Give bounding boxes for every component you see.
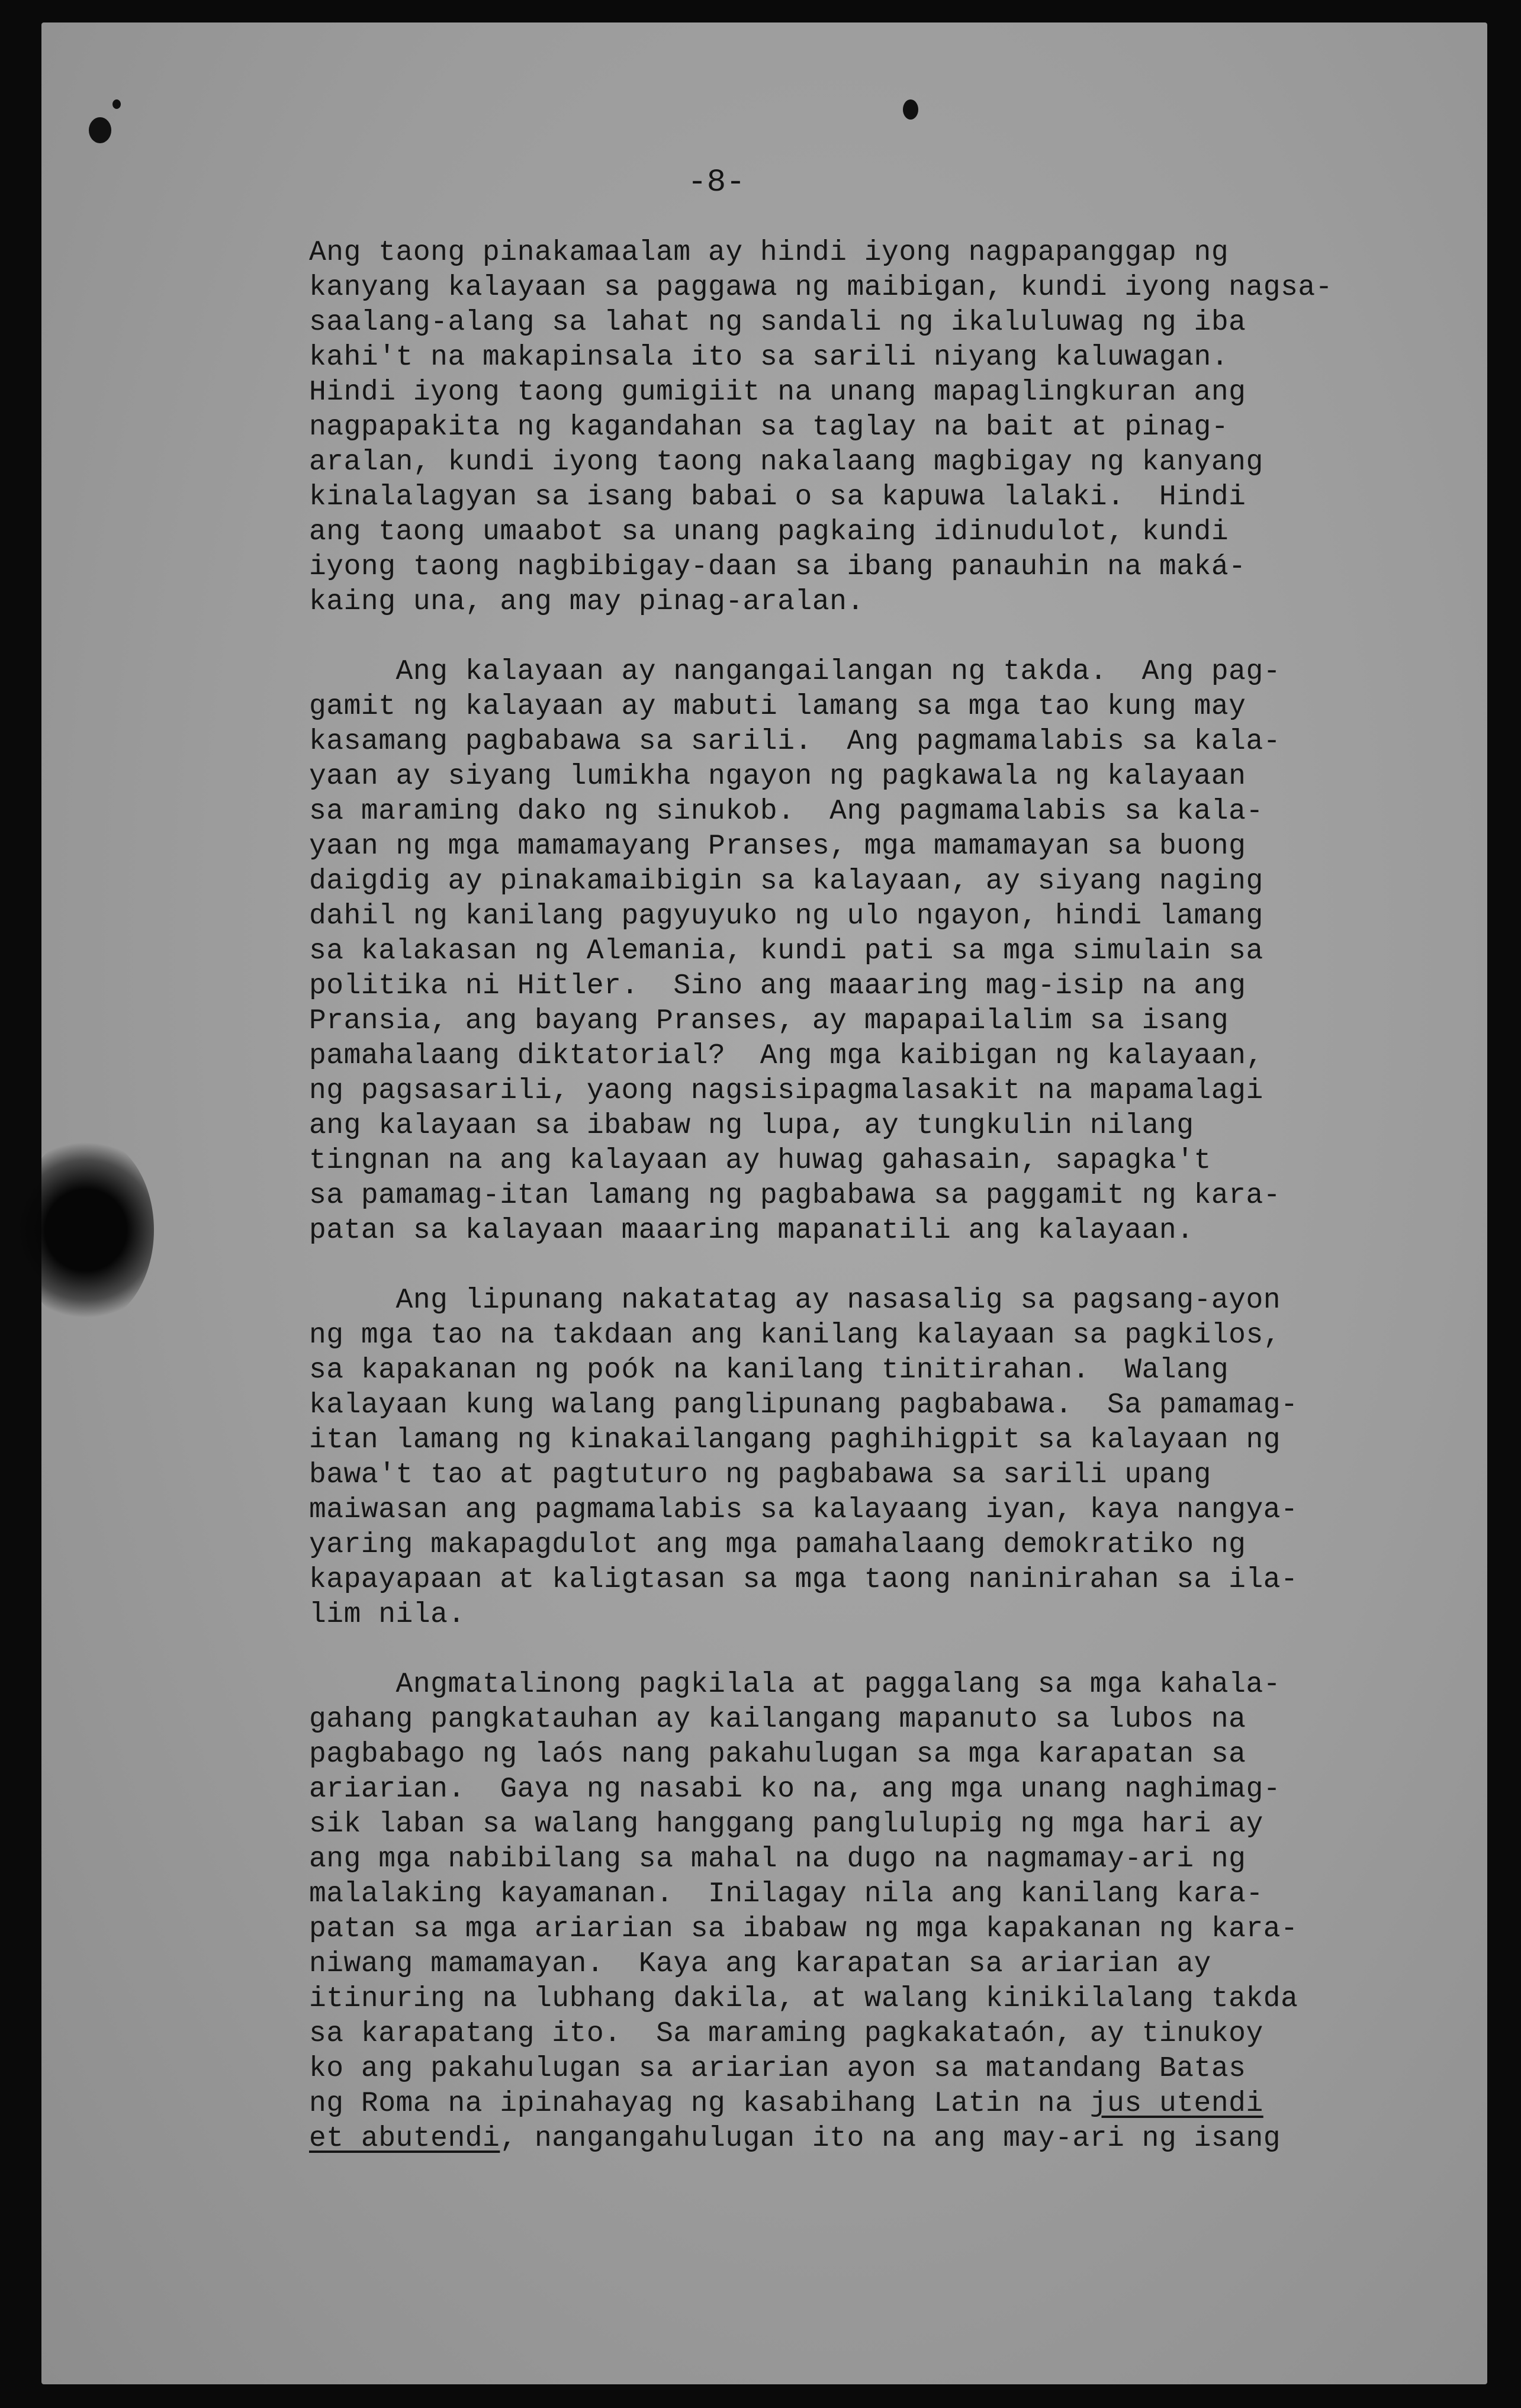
underlined-latin-phrase: jus utendi <box>1089 2088 1263 2120</box>
ink-speck <box>903 99 918 120</box>
text-line: ko ang pakahulugan sa ariarian ayon sa matandang Batas <box>309 2053 1246 2085</box>
text-line: kasamang pagbabawa sa sarili. Ang pagmamalabis sa kala- <box>309 726 1281 758</box>
text-line: kinalalagyan sa isang babai o sa kapuwa lalaki. Hindi <box>309 481 1246 513</box>
text-line: Ang lipunang nakatatag ay nasasalig sa pagsang-ayon <box>309 1285 1281 1316</box>
text-line: patan sa mga ariarian sa ibabaw ng mga kapakanan ng kara- <box>309 1913 1298 1945</box>
ink-speck <box>112 99 121 109</box>
text-line: nagpapakita ng kagandahan sa taglay na bait at pinag- <box>309 411 1229 443</box>
text-line: politika ni Hitler. Sino ang maaaring mag-isip na ang <box>309 970 1246 1002</box>
text-line <box>309 2122 1446 2156</box>
text-line: sa karapatang ito. Sa maraming pagkakataón, ay tinukoy <box>309 2018 1263 2050</box>
paragraph-3 <box>309 1283 1446 1633</box>
text-line: yaan ay siyang lumikha ngayon ng pagkawala ng kalayaan <box>309 761 1246 793</box>
text-fragment: , nangangahulugan ito na ang may-ari ng isang <box>500 2123 1281 2155</box>
text-line: gamit ng kalayaan ay mabuti lamang sa mga tao kung may <box>309 691 1246 723</box>
text-line: pamahalaang diktatorial? Ang mga kaibigan ng kalayaan, <box>309 1040 1263 1072</box>
text-line: bawa't tao at pagtuturo ng pagbabawa sa sarili upang <box>309 1459 1211 1491</box>
text-fragment: ng Roma na ipinahayag ng kasabihang Latin na <box>309 2088 1090 2120</box>
ink-stain <box>18 1135 154 1325</box>
text-line: daigdig ay pinakamaibigin sa kalayaan, ay siyang naging <box>309 865 1263 897</box>
paragraph-4 <box>309 1667 1446 2156</box>
text-line: kanyang kalayaan sa paggawa ng maibigan, kundi iyong nagsa- <box>309 272 1333 304</box>
paragraph-1 <box>309 236 1446 620</box>
text-line: sik laban sa walang hanggang panglulupig ng mga hari ay <box>309 1808 1263 1840</box>
text-line: ang kalayaan sa ibabaw ng lupa, ay tungkulin nilang <box>309 1110 1194 1142</box>
text-line: Ang taong pinakamaalam ay hindi iyong nagpapanggap ng <box>309 237 1229 269</box>
text-line: ang taong umaabot sa unang pagkaing idinudulot, kundi <box>309 516 1229 548</box>
text-line: kapayapaan at kaligtasan sa mga taong naninirahan sa ila- <box>309 1564 1298 1596</box>
text-line: itinuring na lubhang dakila, at walang kinikilalang takda <box>309 1983 1298 2015</box>
paragraph-2 <box>309 655 1446 1248</box>
text-line: ng pagsasarili, yaong nagsisipagmalasakit na mapamalagi <box>309 1075 1263 1107</box>
text-line: tingnan na ang kalayaan ay huwag gahasain, sapagka't <box>309 1145 1211 1177</box>
text-line: yaan ng mga mamamayang Pranses, mga mamamayan sa buong <box>309 830 1246 862</box>
underlined-latin-phrase: et abutendi <box>309 2123 500 2155</box>
text-line: niwang mamamayan. Kaya ang karapatan sa ariarian ay <box>309 1948 1211 1980</box>
text-line: lim nila. <box>309 1599 465 1631</box>
ink-speck <box>89 117 111 143</box>
text-line: maiwasan ang pagmamalabis sa kalayaang iyan, kaya nangya- <box>309 1494 1298 1526</box>
text-line: sa pamamag-itan lamang ng pagbabawa sa paggamit ng kara- <box>309 1180 1281 1212</box>
text-line: aralan, kundi iyong taong nakalaang magbigay ng kanyang <box>309 446 1263 478</box>
page-number: -8- <box>687 165 745 201</box>
text-line: sa kalakasan ng Alemania, kundi pati sa mga simulain sa <box>309 935 1263 967</box>
text-line: ng mga tao na takdaan ang kanilang kalayaan sa pagkilos, <box>309 1319 1281 1351</box>
text-line: ang mga nabibilang sa mahal na dugo na nagmamay-ari ng <box>309 1843 1246 1875</box>
text-line: Angmatalinong pagkilala at paggalang sa mga kahala- <box>309 1669 1281 1701</box>
text-line: Hindi iyong taong gumigiit na unang mapaglingkuran ang <box>309 376 1246 408</box>
text-line: kalayaan kung walang panglipunang pagbabawa. Sa pamamag- <box>309 1389 1298 1421</box>
text-line: kahi't na makapinsala ito sa sarili niyang kaluwagan. <box>309 342 1229 374</box>
text-line: itan lamang ng kinakailangang paghihigpit sa kalayaan ng <box>309 1424 1281 1456</box>
text-line: ariarian. Gaya ng nasabi ko na, ang mga unang naghimag- <box>309 1773 1281 1805</box>
text-line: malalaking kayamanan. Inilagay nila ang kanilang kara- <box>309 1878 1263 1910</box>
text-line: pagbabago ng laós nang pakahulugan sa mga karapatan sa <box>309 1739 1246 1770</box>
body-text <box>309 236 1446 2191</box>
text-line: Pransia, ang bayang Pranses, ay mapapailalim sa isang <box>309 1005 1229 1037</box>
text-line: dahil ng kanilang pagyuyuko ng ulo ngayon, hindi lamang <box>309 900 1263 932</box>
document-page <box>41 22 1487 2384</box>
text-line: patan sa kalayaan maaaring mapanatili ang kalayaan. <box>309 1215 1194 1247</box>
text-line: sa kapakanan ng poók na kanilang tinitirahan. Walang <box>309 1354 1229 1386</box>
text-line: saalang-alang sa lahat ng sandali ng ikaluluwag ng iba <box>309 307 1246 339</box>
text-line: yaring makapagdulot ang mga pamahalaang demokratiko ng <box>309 1529 1246 1561</box>
text-line: Ang kalayaan ay nangangailangan ng takda. Ang pag- <box>309 656 1281 688</box>
text-line: gahang pangkatauhan ay kailangang mapanuto sa lubos na <box>309 1704 1246 1736</box>
text-line <box>309 2087 1446 2122</box>
text-line: kaing una, ang may pinag-aralan. <box>309 586 864 618</box>
text-line: sa maraming dako ng sinukob. Ang pagmamalabis sa kala- <box>309 796 1263 828</box>
text-line: iyong taong nagbibigay-daan sa ibang panauhin na maká- <box>309 551 1246 583</box>
